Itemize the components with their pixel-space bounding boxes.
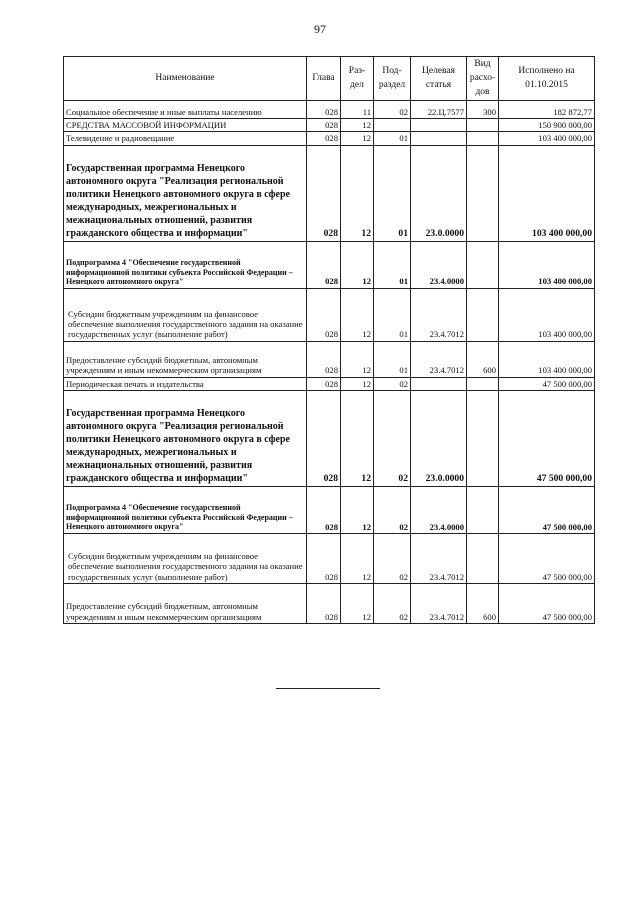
row-podrazdel: 01 — [374, 132, 411, 145]
row-name: Государственная программа Ненецкого автономного округа "Реализация региональной политики Ненецкого автономного округа в сфере международных, межрегиональных и межнациональных отношений, развития гражданского общества и информации" — [64, 145, 307, 241]
row-target: 23.4.0000 — [411, 486, 467, 533]
row-vid — [467, 288, 499, 341]
row-amount: 47 500 000,00 — [499, 390, 595, 486]
table-row — [64, 583, 595, 623]
row-glava: 028 — [307, 288, 341, 341]
header-podrazdel: Под- раздел — [374, 57, 411, 101]
row-name: Государственная программа Ненецкого автономного округа "Реализация региональной политики Ненецкого автономного округа в сфере международных, межрегиональных и межнациональных отношений, развития гражданского общества и информации" — [64, 390, 307, 486]
table-row — [64, 533, 595, 583]
row-name: Периодическая печать и издательства — [64, 377, 307, 390]
row-name: Социальное обеспечение и иные выплаты населению — [64, 101, 307, 119]
row-amount: 47 500 000,00 — [499, 583, 595, 623]
header-glava: Глава — [307, 57, 341, 101]
row-target: 23.0.0000 — [411, 145, 467, 241]
row-glava: 028 — [307, 101, 341, 119]
row-razdel: 12 — [341, 486, 374, 533]
header-row — [64, 57, 595, 101]
row-amount: 103 400 000,00 — [499, 241, 595, 288]
budget-table — [63, 56, 595, 624]
row-target: 23.4.7012 — [411, 533, 467, 583]
row-vid: 300 — [467, 101, 499, 119]
row-glava: 028 — [307, 132, 341, 145]
row-glava: 028 — [307, 241, 341, 288]
row-target: 22.Ц.7577 — [411, 101, 467, 119]
row-podrazdel: 02 — [374, 486, 411, 533]
row-glava: 028 — [307, 119, 341, 132]
row-vid: 600 — [467, 341, 499, 377]
footer-divider — [276, 688, 380, 689]
row-amount: 47 500 000,00 — [499, 533, 595, 583]
row-podrazdel: 01 — [374, 145, 411, 241]
row-amount: 103 400 000,00 — [499, 288, 595, 341]
row-vid — [467, 390, 499, 486]
row-name: Телевидение и радиовещание — [64, 132, 307, 145]
row-razdel: 12 — [341, 241, 374, 288]
row-podrazdel: 02 — [374, 377, 411, 390]
table-row — [64, 145, 595, 241]
row-name: Предоставление субсидий бюджетным, автономным учреждениям и иным некоммерческим организациям — [64, 583, 307, 623]
header-vid: Вид расхо- дов — [467, 57, 499, 101]
row-vid — [467, 132, 499, 145]
row-razdel: 12 — [341, 145, 374, 241]
row-amount: 47 500 000,00 — [499, 486, 595, 533]
header-name: Наименование — [64, 57, 307, 101]
header-executed: Исполнено на 01.10.2015 — [499, 57, 595, 101]
row-podrazdel: 02 — [374, 533, 411, 583]
table-row — [64, 132, 595, 145]
row-podrazdel: 02 — [374, 390, 411, 486]
row-target: 23.0.0000 — [411, 390, 467, 486]
row-glava: 028 — [307, 341, 341, 377]
row-amount: 103 400 000,00 — [499, 132, 595, 145]
row-amount: 103 400 000,00 — [499, 145, 595, 241]
row-vid: 600 — [467, 583, 499, 623]
row-amount: 103 400 000,00 — [499, 341, 595, 377]
row-name: Предоставление субсидий бюджетным, автономным учреждениям и иным некоммерческим организациям — [64, 341, 307, 377]
row-razdel: 12 — [341, 288, 374, 341]
row-glava: 028 — [307, 377, 341, 390]
row-razdel: 12 — [341, 377, 374, 390]
table-row — [64, 288, 595, 341]
row-vid — [467, 145, 499, 241]
row-razdel: 11 — [341, 101, 374, 119]
table-row — [64, 377, 595, 390]
row-name: Подпрограмма 4 "Обеспечение государственной информационной политики субъекта Российской Федерации – Ненецкого автономного округа" — [64, 486, 307, 533]
row-target: 23.4.0000 — [411, 241, 467, 288]
row-target: 23.4.7012 — [411, 341, 467, 377]
row-razdel: 12 — [341, 390, 374, 486]
row-name: Подпрограмма 4 "Обеспечение государственной информационной политики субъекта Российской Федерации – Ненецкого автономного округа" — [64, 241, 307, 288]
header-target: Целевая статья — [411, 57, 467, 101]
row-glava: 028 — [307, 145, 341, 241]
row-podrazdel: 02 — [374, 101, 411, 119]
row-target: 23.4.7012 — [411, 288, 467, 341]
row-podrazdel: 02 — [374, 583, 411, 623]
row-razdel: 12 — [341, 132, 374, 145]
row-glava: 028 — [307, 583, 341, 623]
table-row — [64, 341, 595, 377]
row-amount: 47 500 000,00 — [499, 377, 595, 390]
row-target — [411, 119, 467, 132]
table-row — [64, 119, 595, 132]
row-target: 23.4.7012 — [411, 583, 467, 623]
row-glava: 028 — [307, 486, 341, 533]
row-podrazdel — [374, 119, 411, 132]
table-row — [64, 101, 595, 119]
row-razdel: 12 — [341, 583, 374, 623]
row-razdel: 12 — [341, 119, 374, 132]
row-glava: 028 — [307, 390, 341, 486]
row-vid — [467, 119, 499, 132]
row-target — [411, 377, 467, 390]
table-row — [64, 390, 595, 486]
row-podrazdel: 01 — [374, 288, 411, 341]
row-target — [411, 132, 467, 145]
row-podrazdel: 01 — [374, 241, 411, 288]
row-amount: 150 900 000,00 — [499, 119, 595, 132]
row-vid — [467, 533, 499, 583]
row-amount: 182 872,77 — [499, 101, 595, 119]
table-row — [64, 241, 595, 288]
row-name: Субсидии бюджетным учреждениям на финансовое обеспечение выполнения государственного задания на оказание государственных услуг (выполнение работ) — [64, 533, 307, 583]
row-vid — [467, 241, 499, 288]
header-razdel: Раз- дел — [341, 57, 374, 101]
table-row — [64, 486, 595, 533]
row-name: Субсидии бюджетным учреждениям на финансовое обеспечение выполнения государственного задания на оказание государственных услуг (выполнение работ) — [64, 288, 307, 341]
page-number: 97 — [314, 22, 326, 36]
row-razdel: 12 — [341, 341, 374, 377]
row-podrazdel: 01 — [374, 341, 411, 377]
row-name: СРЕДСТВА МАССОВОЙ ИНФОРМАЦИИ — [64, 119, 307, 132]
row-razdel: 12 — [341, 533, 374, 583]
row-glava: 028 — [307, 533, 341, 583]
row-vid — [467, 377, 499, 390]
row-vid — [467, 486, 499, 533]
